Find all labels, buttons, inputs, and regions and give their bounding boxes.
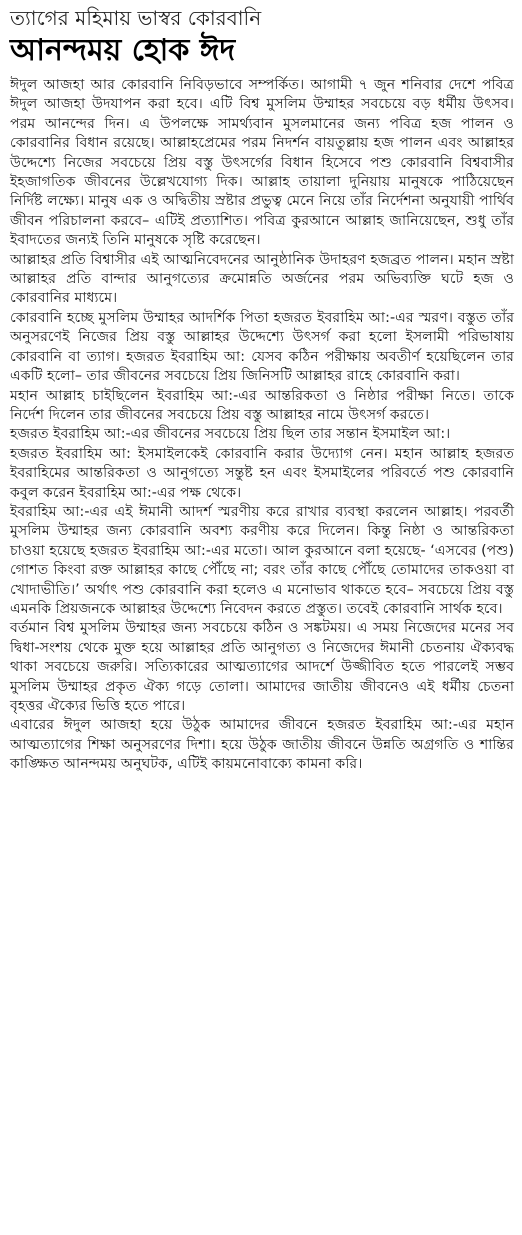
article-paragraph: হজরত ইবরাহিম আ:-এর জীবনের সবচেয়ে প্রিয় ছিল তার সন্তান ইসমাইল আ:। — [10, 426, 451, 443]
article-paragraph: আল্লাহর প্রতি বিশ্বাসীর এই আত্মনিবেদনের আনুষ্ঠানিক উদাহরণ হজব্রত পালন। মহান স্রষ্টা আল্লাহর প্রতি বান্দার আনুগত্যের ক্রমোন্নতি অর্জনের পরম অভিব্যক্তি ঘটে হজ ও কোরবানির মাধ্যমে। — [10, 251, 514, 307]
article-paragraph: মহান আল্লাহ চাইছিলেন ইবরাহিম আ:-এর আন্তরিকতা ও নিষ্ঠার পরীক্ষা নিতে। তাকে নির্দেশ দিলেন তার জীবনের সবচেয়ে প্রিয় বস্তু আল্লাহর নামে উৎসর্গ করতে। — [10, 387, 514, 423]
article-paragraph: ইবরাহিম আ:-এর এই ঈমানী আদর্শ স্মরণীয় করে রাখার ব্যবস্থা করলেন আল্লাহ। পরবর্তী মুসলিম উম্মাহর জন্য কোরবানি অবশ্য করণীয় করে দিলেন। কিন্তু নিষ্ঠা ও আন্তরিকতা চাওয়া হয়েছে হজরত ইবরাহিম আ:-এর মতো। আল কুরআনে বলা হয়েছে- ‘এসবের (পশু) গোশত কিংবা রক্ত আল্লাহর কাছে পৌঁছে না; বরং তাঁর কাছে পৌঁছে তোমাদের তাকওয়া বা খোদাভীতি।’ অর্থাৎ পশু কোরবানি করা হলেও এ মনোভাব থাকতে হবে– সবচেয়ে প্রিয় বস্তু এমনকি প্রিয়জনকে আল্লাহর উদ্দেশ্যে নিবেদন করতে প্রস্তুত। তবেই কোরবানি সার্থক হবে। — [10, 503, 514, 617]
article-paragraph: হজরত ইবরাহিম আ: ইসমাইলকেই কোরবানি করার উদ্যোগ নেন। মহান আল্লাহ হজরত ইবরাহিমের আন্তরিকতা ও আনুগত্যে সন্তুষ্ট হন এবং ইসমাইলের পরিবর্তে পশু কোরবানি কবুল করেন ইবরাহিম আ:-এর পক্ষ থেকে। — [10, 445, 514, 501]
article-kicker: ত্যাগের মহিমায় ভাস্বর কোরবানি — [10, 6, 262, 30]
article-paragraph: এবারের ঈদুল আজহা হয়ে উঠুক আমাদের জীবনে হজরত ইবরাহিম আ:-এর মহান আত্মত্যাগের শিক্ষা অনুসরণের দিশা। হয়ে উঠুক জাতীয় জীবনে উন্নতি অগ্রগতি ও শান্তির কাঙ্ক্ষিত আনন্দময় অনুঘটক, এটিই কায়মনোবাক্যে কামনা করি। — [10, 717, 514, 773]
article-paragraph: কোরবানি হচ্ছে মুসলিম উম্মাহর আদর্শিক পিতা হজরত ইবরাহিম আ:-এর স্মরণ। বস্তুত তাঁর অনুসরণেই নিজের প্রিয় বস্তু আল্লাহর উদ্দেশ্যে উৎসর্গ করা হলো ইসলামী পরিভাষায় কোরবানি বা ত্যাগ। হজরত ইবরাহিম আ: যেসব কঠিন পরীক্ষায় অবতীর্ণ হয়েছিলেন তার একটি হলো– তার জীবনের সবচেয়ে প্রিয় জিনিসটি আল্লাহর রাহে কোরবানি করা। — [10, 309, 514, 385]
article-body — [10, 76, 514, 775]
article-paragraph: বর্তমান বিশ্ব মুসলিম উম্মাহর জন্য সবচেয়ে কঠিন ও সঙ্কটময়। এ সময় নিজেদের মনের সব দ্বিধা-সংশয় থেকে মুক্ত হয়ে আল্লাহর প্রতি আনুগত্য ও নিজেদের ঈমানী চেতনায় ঐক্যবদ্ধ থাকা সবচেয়ে জরুরি। সত্যিকারের আত্মত্যাগের আদর্শে উজ্জীবিত হতে পারলেই সম্ভব মুসলিম উম্মাহর প্রকৃত ঐক্য গড়ে তোলা। আমাদের জাতীয় জীবনেও এই ধর্মীয় চেতনা বৃহত্তর ঐক্যের ভিত্তি হতে পারে। — [10, 620, 514, 714]
article-headline: আনন্দময় হোক ঈদ — [10, 33, 236, 68]
article-paragraph: ঈদুল আজহা আর কোরবানি নিবিড়ভাবে সম্পর্কিত। আগামী ৭ জুন শনিবার দেশে পবিত্র ঈদুল আজহা উদযাপন করা হবে। এটি বিশ্ব মুসলিম উম্মাহর সবচেয়ে বড় ধর্মীয় উৎসব। পরম আনন্দের দিন। এ উপলক্ষে সামর্থ্যবান মুসলমানের জন্য পবিত্র হজ পালন ও কোরবানির বিধান রয়েছে। আল্লাহপ্রেমের পরম নিদর্শন বায়তুল্লায় হজ পালন এবং আল্লাহর উদ্দেশ্যে নিজের সবচেয়ে প্রিয় বস্তু উৎসর্গের বিধান হিসেবে পশু কোরবানি বিশ্ববাসীর ইহজাগতিক জীবনের উল্লেখযোগ্য দিক। আল্লাহ তায়ালা দুনিয়ায় মানুষকে পাঠিয়েছেন নির্দিষ্ট লক্ষ্যে। মানুষ এক ও অদ্বিতীয় স্রষ্টার প্রভুত্ব মেনে নিয়ে তাঁর নির্দেশনা অনুযায়ী পার্থিব জীবন পরিচালনা করবে– এটিই প্রত্যাশিত। পবিত্র কুরআনে আল্লাহ জানিয়েছেন, শুধু তাঁর ইবাদতের জন্যই তিনি মানুষকে সৃষ্টি করেছেন। — [10, 77, 514, 249]
